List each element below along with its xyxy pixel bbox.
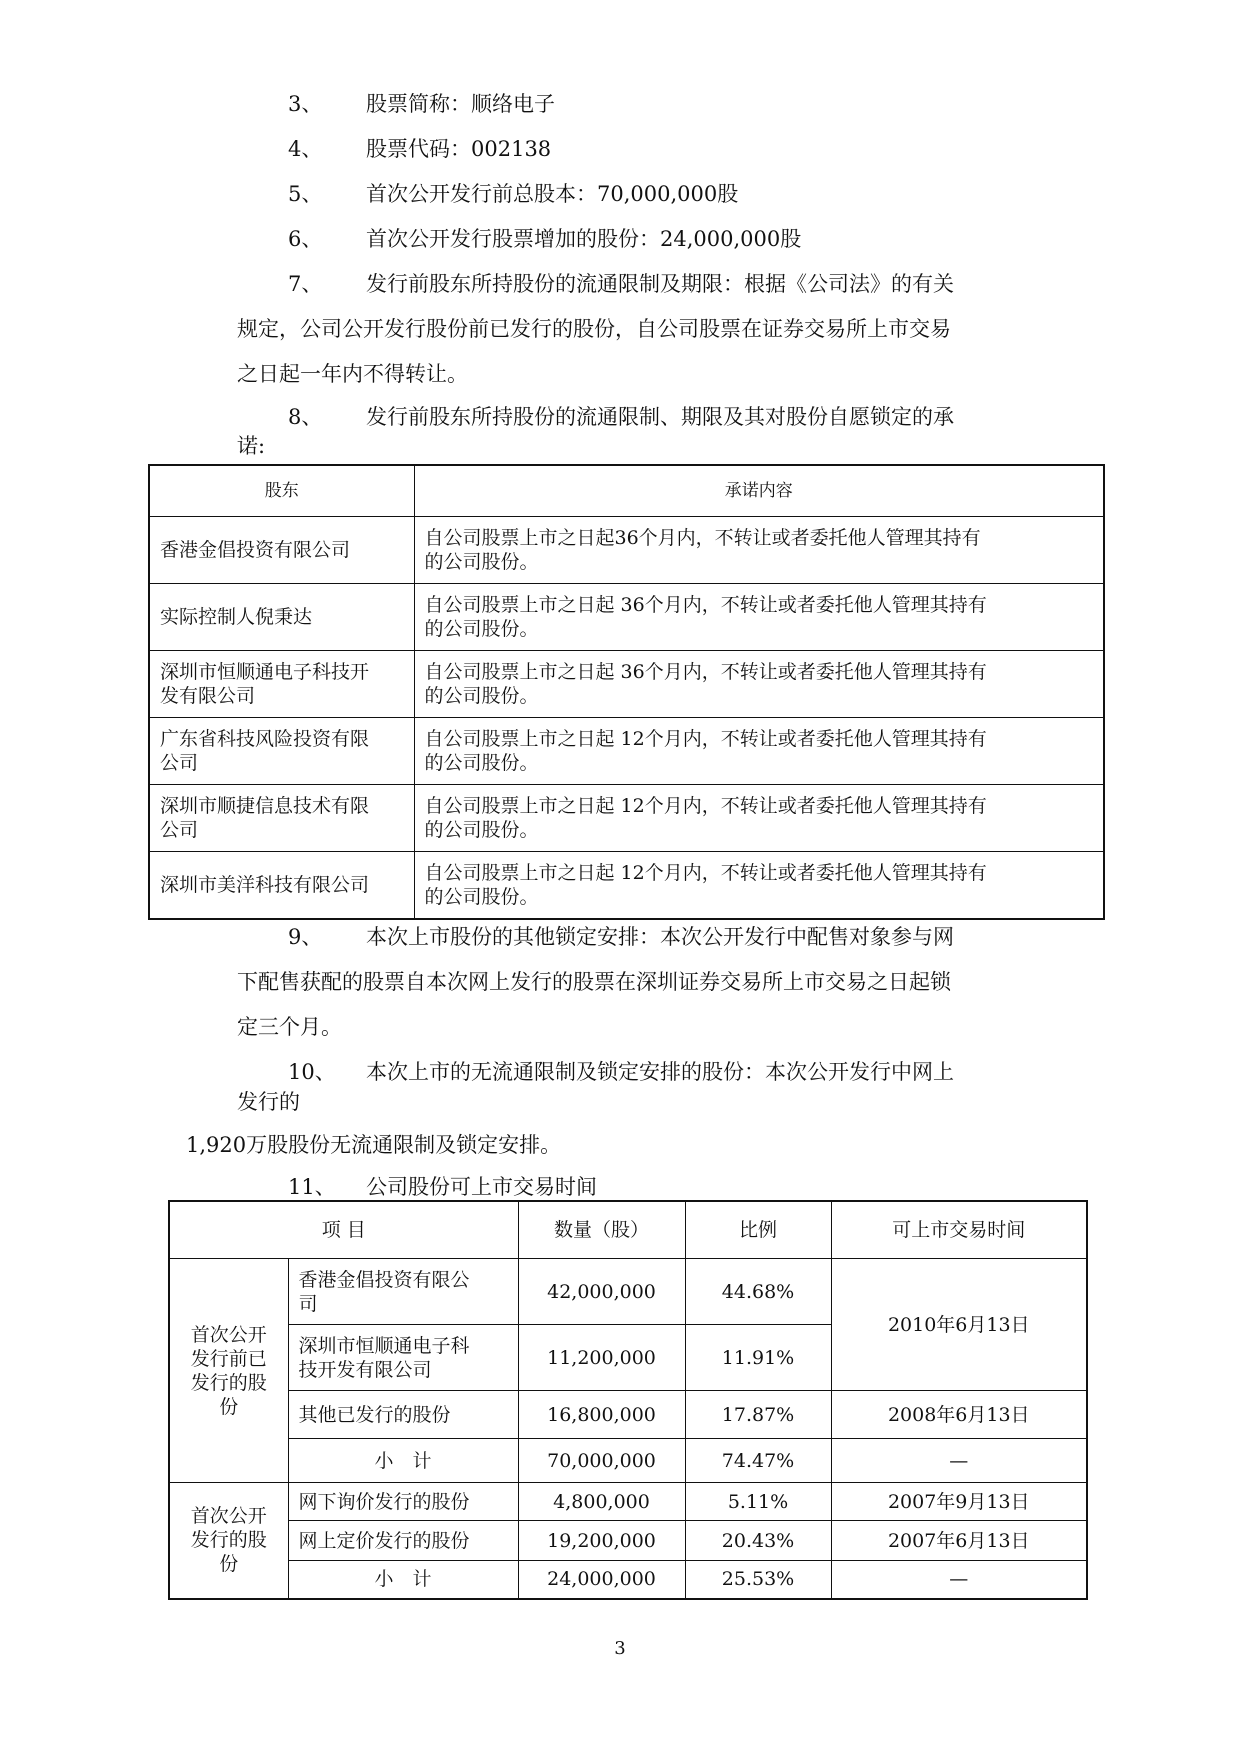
shared-date: 2010年6月13日 [831,1259,1087,1391]
item-9-line-3: 定三个月。 [237,1015,342,1039]
item-10-line-3: 1,920万股股份无流通限制及锁定安排。 [186,1133,562,1157]
row-qty: 24,000,000 [518,1561,685,1599]
row-ratio: 44.68% [685,1259,831,1325]
item-9-line-2: 下配售获配的股票自本次网上发行的股票在深圳证券交易所上市交易之日起锁 [237,970,951,994]
item-3: 3、 股票简称：顺络电子 [288,92,555,116]
promise-cell: 自公司股票上市之日起 36个月内，不转让或者委托他人管理其持有 的公司股份。 [414,651,1104,718]
row-ratio: 25.53% [685,1561,831,1599]
row-qty: 19,200,000 [518,1521,685,1561]
item-8-line-2: 诺: [237,434,266,458]
holder-cell: 广东省科技风险投资有限 公司 [149,718,414,785]
header-date: 可上市交易时间 [831,1201,1087,1259]
header-holder: 股东 [149,465,414,517]
row-subtotal: 小 计 [288,1561,518,1599]
item-8: 8、 发行前股东所持股份的流通限制、期限及其对股份自愿锁定的承 [288,405,954,429]
group-label-issue: 首次公开 发行的股 份 [169,1483,288,1599]
row-ratio: 17.87% [685,1391,831,1439]
holder-cell: 深圳市顺捷信息技术有限 公司 [149,785,414,852]
item-4: 4、 股票代码：002138 [288,137,552,161]
promise-cell: 自公司股票上市之日起 12个月内，不转让或者委托他人管理其持有 的公司股份。 [414,718,1104,785]
item-6: 6、 首次公开发行股票增加的股份：24,000,000股 [288,227,802,251]
holder-cell: 实际控制人倪秉达 [149,584,414,651]
table-row [149,785,1104,852]
promise-cell: 自公司股票上市之日起36个月内，不转让或者委托他人管理其持有 的公司股份。 [414,517,1104,584]
row-date: 2008年6月13日 [831,1391,1087,1439]
table-row [169,1483,1087,1521]
table-row [149,718,1104,785]
row-name: 深圳市恒顺通电子科 技开发有限公司 [288,1325,518,1391]
item-10-line-2: 发行的 [237,1090,300,1114]
promise-cell: 自公司股票上市之日起 12个月内，不转让或者委托他人管理其持有 的公司股份。 [414,785,1104,852]
item-9: 9、 本次上市股份的其他锁定安排：本次公开发行中配售对象参与网 [288,925,954,949]
row-name: 网下询价发行的股份 [288,1483,518,1521]
row-subtotal: 小 计 [288,1439,518,1483]
holder-cell: 香港金倡投资有限公司 [149,517,414,584]
item-5: 5、 首次公开发行前总股本：70,000,000股 [288,182,739,206]
row-ratio: 20.43% [685,1521,831,1561]
row-date: 2007年9月13日 [831,1483,1087,1521]
header-qty: 数量（股） [518,1201,685,1259]
lockup-table [148,464,1105,920]
table-row [149,651,1104,718]
row-qty: 16,800,000 [518,1391,685,1439]
row-name: 其他已发行的股份 [288,1391,518,1439]
row-ratio: 5.11% [685,1483,831,1521]
table-row [169,1521,1087,1561]
table-row [169,1439,1087,1483]
row-qty: 11,200,000 [518,1325,685,1391]
table-row [169,1259,1087,1325]
header-item: 项 目 [169,1201,518,1259]
table-row [149,852,1104,920]
item-10: 10、 本次上市的无流通限制及锁定安排的股份：本次公开发行中网上 [288,1060,954,1084]
holder-cell: 深圳市美洋科技有限公司 [149,852,414,920]
row-ratio: 11.91% [685,1325,831,1391]
row-date: — [831,1439,1087,1483]
row-name: 香港金倡投资有限公 司 [288,1259,518,1325]
row-date: — [831,1561,1087,1599]
table-row [169,1561,1087,1599]
row-qty: 70,000,000 [518,1439,685,1483]
lockup-table-header [149,465,1104,517]
header-ratio: 比例 [685,1201,831,1259]
item-7-line-2: 规定，公司公开发行股份前已发行的股份，自公司股票在证券交易所上市交易 [237,317,951,341]
page-number: 3 [614,1638,626,1659]
group-label-pre-issue: 首次公开 发行前已 发行的股 份 [169,1259,288,1483]
item-7: 7、 发行前股东所持股份的流通限制及期限：根据《公司法》的有关 [288,272,954,296]
row-name: 网上定价发行的股份 [288,1521,518,1561]
row-ratio: 74.47% [685,1439,831,1483]
table-row [169,1391,1087,1439]
row-qty: 4,800,000 [518,1483,685,1521]
item-11: 11、 公司股份可上市交易时间 [288,1175,597,1199]
item-7-line-3: 之日起一年内不得转让。 [237,362,468,386]
header-promise: 承诺内容 [414,465,1104,517]
table-row [149,584,1104,651]
trading-table-header [169,1201,1087,1259]
table-row [149,517,1104,584]
trading-schedule-table [168,1200,1088,1600]
promise-cell: 自公司股票上市之日起 36个月内，不转让或者委托他人管理其持有 的公司股份。 [414,584,1104,651]
row-date: 2007年6月13日 [831,1521,1087,1561]
row-qty: 42,000,000 [518,1259,685,1325]
holder-cell: 深圳市恒顺通电子科技开 发有限公司 [149,651,414,718]
promise-cell: 自公司股票上市之日起 12个月内，不转让或者委托他人管理其持有 的公司股份。 [414,852,1104,920]
